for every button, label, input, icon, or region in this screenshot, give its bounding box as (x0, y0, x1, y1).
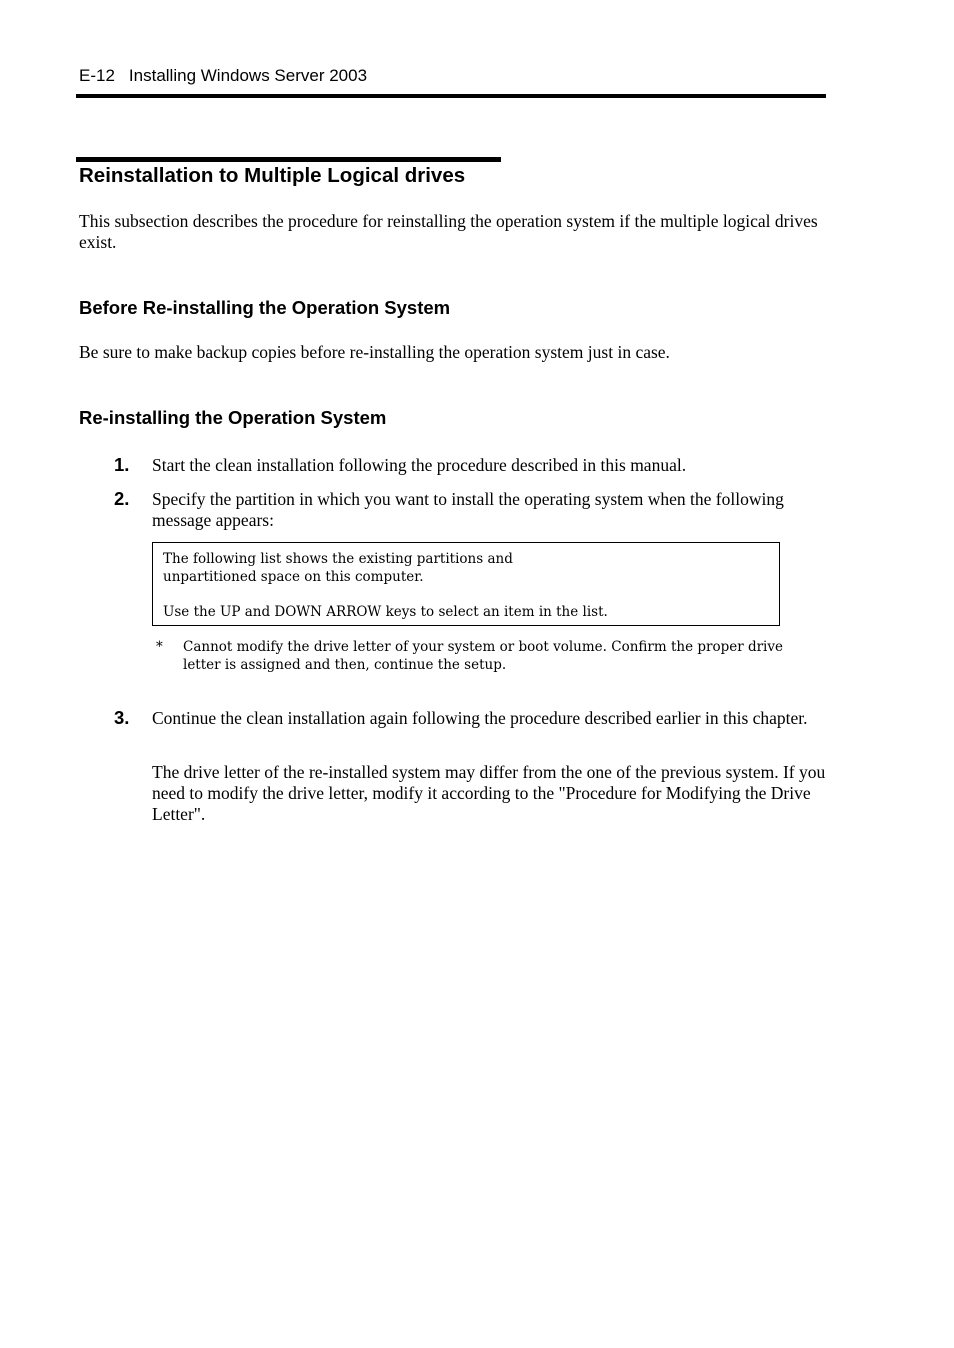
setup-message-box (152, 542, 780, 626)
page-header (79, 66, 367, 86)
message-line: Use the UP and DOWN ARROW keys to select an item in the list. (163, 604, 608, 620)
step-2-text: Specify the partition in which you want to install the operating system when the following message appears: (152, 489, 784, 530)
note-marker: * (156, 639, 163, 655)
message-line: unpartitioned space on this computer. (163, 569, 424, 585)
drive-letter-note (156, 638, 786, 674)
step-1-text: Start the clean installation following the procedure described in this manual. (152, 455, 687, 475)
note-text: Cannot modify the drive letter of your system or boot volume. Confirm the proper drive letter is assigned and then, continue the setup. (183, 639, 783, 673)
section-rule (76, 157, 501, 162)
section-intro: This subsection describes the procedure for reinstalling the operation system if the multiple logical drives exist. (79, 211, 818, 252)
step-2-number: 2. (114, 488, 130, 509)
header-rule (76, 94, 826, 98)
step-3-number: 3. (114, 707, 130, 728)
page-number: E-12 (79, 66, 115, 85)
message-line: The following list shows the existing partitions and (163, 551, 513, 567)
step-3-detail: The drive letter of the re-installed system may differ from the one of the previous system. If you need to modify the drive letter, modify it according to the "Procedure for Modifying the Drive Letter". (152, 762, 826, 824)
chapter-title: Installing Windows Server 2003 (128, 66, 368, 85)
before-text: Be sure to make backup copies before re-installing the operation system just in case. (79, 342, 670, 362)
section-title: Reinstallation to Multiple Logical drives (79, 164, 466, 187)
step-3-text: Continue the clean installation again following the procedure described earlier in this chapter. (152, 708, 808, 728)
before-heading: Before Re-installing the Operation System (79, 297, 451, 318)
reinstall-heading: Re-installing the Operation System (79, 407, 387, 428)
step-1-number: 1. (114, 454, 130, 475)
